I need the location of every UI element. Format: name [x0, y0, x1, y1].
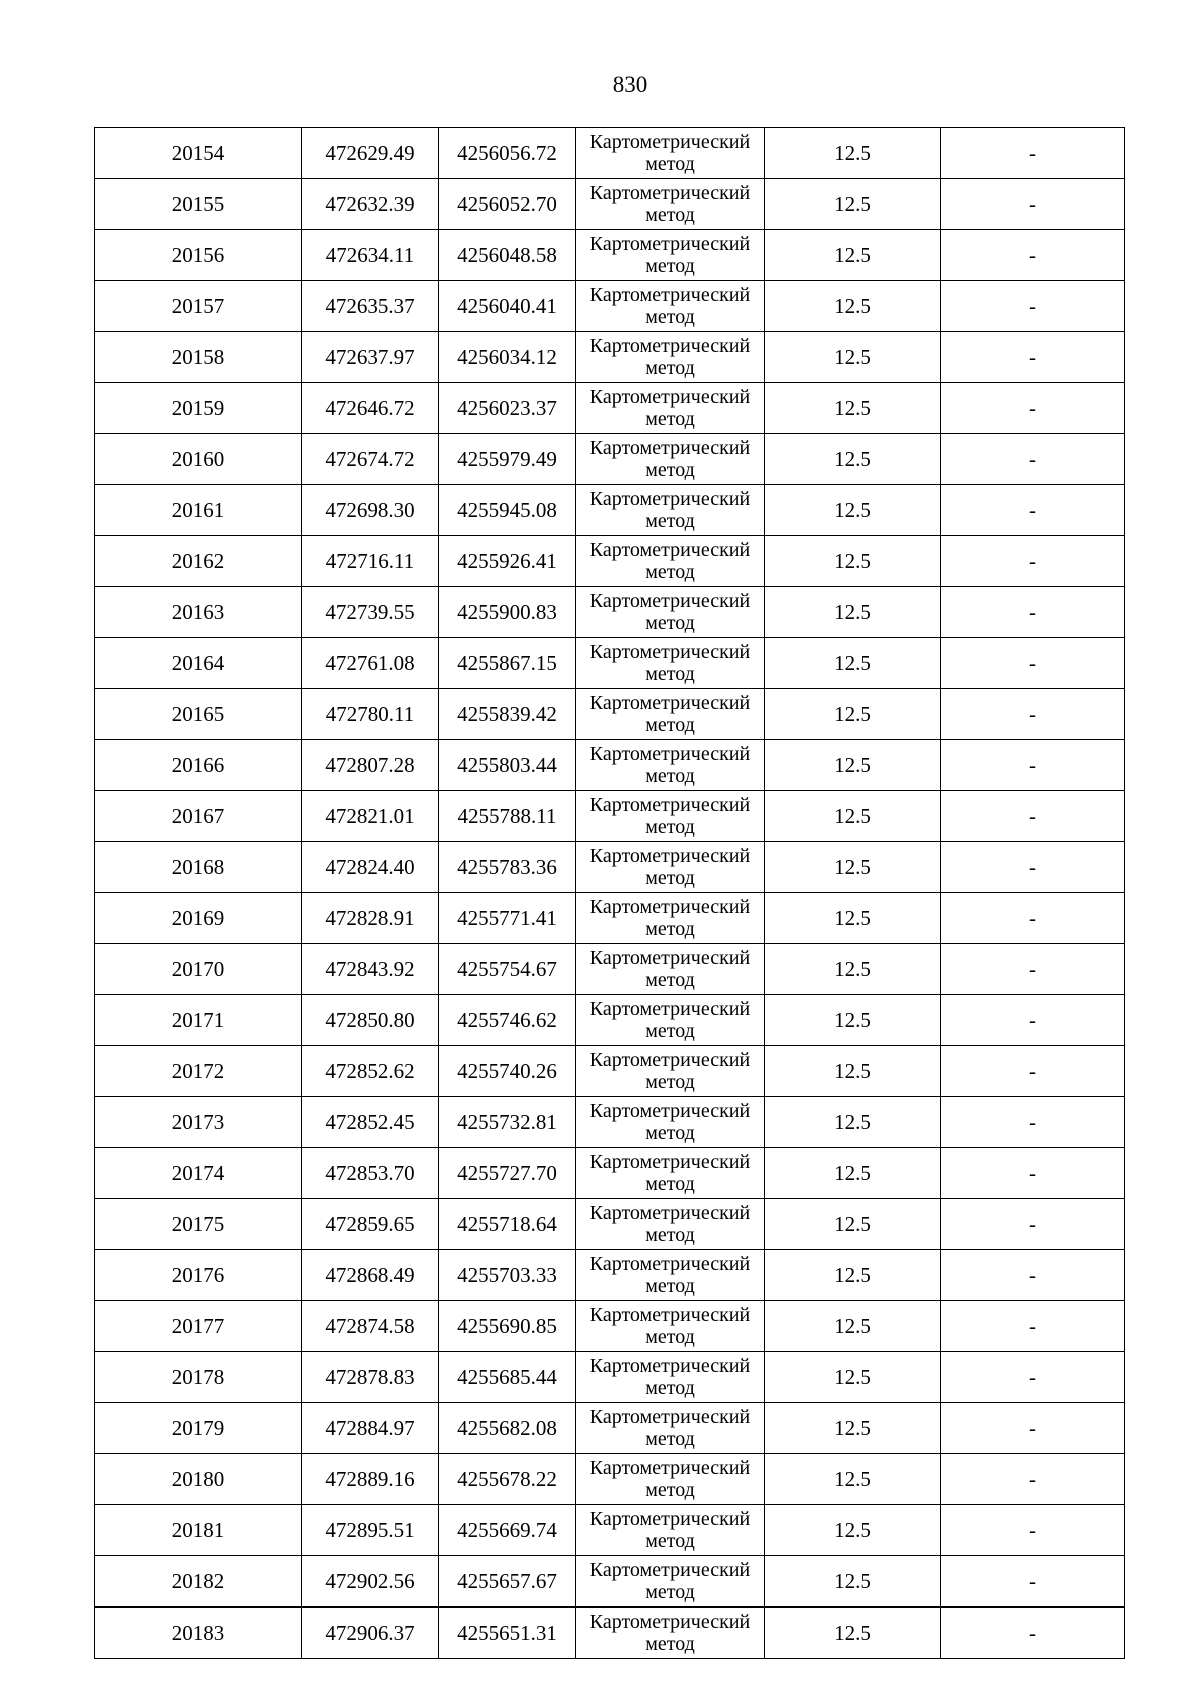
- point-number-cell: 20158: [95, 332, 302, 383]
- point-number-cell: 20159: [95, 383, 302, 434]
- y-coordinate-cell: 4255732.81: [439, 1097, 576, 1148]
- point-number-cell: 20157: [95, 281, 302, 332]
- point-number-cell: 20164: [95, 638, 302, 689]
- y-coordinate-cell: 4255657.67: [439, 1556, 576, 1608]
- note-cell: -: [941, 1607, 1125, 1659]
- method-cell: Картометрический метод: [576, 536, 765, 587]
- method-cell: Картометрический метод: [576, 332, 765, 383]
- y-coordinate-cell: 4255727.70: [439, 1148, 576, 1199]
- x-coordinate-cell: 472853.70: [302, 1148, 439, 1199]
- x-coordinate-cell: 472852.45: [302, 1097, 439, 1148]
- accuracy-cell: 12.5: [765, 332, 941, 383]
- x-coordinate-cell: 472780.11: [302, 689, 439, 740]
- accuracy-cell: 12.5: [765, 281, 941, 332]
- point-number-cell: 20183: [95, 1607, 302, 1659]
- accuracy-cell: 12.5: [765, 1556, 941, 1608]
- point-number-cell: 20170: [95, 944, 302, 995]
- point-number-cell: 20175: [95, 1199, 302, 1250]
- point-number-cell: 20178: [95, 1352, 302, 1403]
- note-cell: -: [941, 434, 1125, 485]
- point-number-cell: 20161: [95, 485, 302, 536]
- y-coordinate-cell: 4255740.26: [439, 1046, 576, 1097]
- method-cell: Картометрический метод: [576, 893, 765, 944]
- accuracy-cell: 12.5: [765, 944, 941, 995]
- table-row: [95, 383, 1125, 434]
- table-row: [95, 1352, 1125, 1403]
- note-cell: -: [941, 1250, 1125, 1301]
- method-cell: Картометрический метод: [576, 1505, 765, 1556]
- note-cell: -: [941, 383, 1125, 434]
- table-row: [95, 1301, 1125, 1352]
- x-coordinate-cell: 472828.91: [302, 893, 439, 944]
- accuracy-cell: 12.5: [765, 485, 941, 536]
- point-number-cell: 20169: [95, 893, 302, 944]
- accuracy-cell: 12.5: [765, 1607, 941, 1659]
- y-coordinate-cell: 4255979.49: [439, 434, 576, 485]
- point-number-cell: 20182: [95, 1556, 302, 1608]
- accuracy-cell: 12.5: [765, 587, 941, 638]
- y-coordinate-cell: 4255703.33: [439, 1250, 576, 1301]
- point-number-cell: 20171: [95, 995, 302, 1046]
- accuracy-cell: 12.5: [765, 383, 941, 434]
- method-cell: Картометрический метод: [576, 230, 765, 281]
- point-number-cell: 20167: [95, 791, 302, 842]
- x-coordinate-cell: 472874.58: [302, 1301, 439, 1352]
- point-number-cell: 20174: [95, 1148, 302, 1199]
- y-coordinate-cell: 4255783.36: [439, 842, 576, 893]
- accuracy-cell: 12.5: [765, 1403, 941, 1454]
- coordinates-table: [94, 127, 1125, 1659]
- table-row: [95, 1505, 1125, 1556]
- method-cell: Картометрический метод: [576, 740, 765, 791]
- note-cell: -: [941, 740, 1125, 791]
- note-cell: -: [941, 332, 1125, 383]
- y-coordinate-cell: 4256052.70: [439, 179, 576, 230]
- accuracy-cell: 12.5: [765, 128, 941, 179]
- note-cell: -: [941, 1556, 1125, 1608]
- x-coordinate-cell: 472878.83: [302, 1352, 439, 1403]
- y-coordinate-cell: 4255651.31: [439, 1607, 576, 1659]
- table-row: [95, 689, 1125, 740]
- table-row: [95, 485, 1125, 536]
- y-coordinate-cell: 4255945.08: [439, 485, 576, 536]
- x-coordinate-cell: 472850.80: [302, 995, 439, 1046]
- table-row: [95, 587, 1125, 638]
- table-row: [95, 995, 1125, 1046]
- y-coordinate-cell: 4255669.74: [439, 1505, 576, 1556]
- table-row: [95, 1199, 1125, 1250]
- point-number-cell: 20176: [95, 1250, 302, 1301]
- point-number-cell: 20166: [95, 740, 302, 791]
- x-coordinate-cell: 472824.40: [302, 842, 439, 893]
- note-cell: -: [941, 1097, 1125, 1148]
- table-row: [95, 332, 1125, 383]
- y-coordinate-cell: 4255867.15: [439, 638, 576, 689]
- accuracy-cell: 12.5: [765, 791, 941, 842]
- table-row: [95, 1403, 1125, 1454]
- note-cell: -: [941, 1352, 1125, 1403]
- note-cell: -: [941, 1403, 1125, 1454]
- point-number-cell: 20163: [95, 587, 302, 638]
- note-cell: -: [941, 842, 1125, 893]
- method-cell: Картометрический метод: [576, 791, 765, 842]
- x-coordinate-cell: 472646.72: [302, 383, 439, 434]
- y-coordinate-cell: 4255685.44: [439, 1352, 576, 1403]
- coordinates-table-body: [95, 128, 1125, 1659]
- accuracy-cell: 12.5: [765, 1046, 941, 1097]
- x-coordinate-cell: 472698.30: [302, 485, 439, 536]
- accuracy-cell: 12.5: [765, 230, 941, 281]
- point-number-cell: 20168: [95, 842, 302, 893]
- table-row: [95, 944, 1125, 995]
- accuracy-cell: 12.5: [765, 434, 941, 485]
- y-coordinate-cell: 4255718.64: [439, 1199, 576, 1250]
- table-row: [95, 791, 1125, 842]
- note-cell: -: [941, 1148, 1125, 1199]
- x-coordinate-cell: 472739.55: [302, 587, 439, 638]
- accuracy-cell: 12.5: [765, 1250, 941, 1301]
- accuracy-cell: 12.5: [765, 893, 941, 944]
- x-coordinate-cell: 472884.97: [302, 1403, 439, 1454]
- point-number-cell: 20160: [95, 434, 302, 485]
- y-coordinate-cell: 4255926.41: [439, 536, 576, 587]
- method-cell: Картометрический метод: [576, 842, 765, 893]
- x-coordinate-cell: 472859.65: [302, 1199, 439, 1250]
- x-coordinate-cell: 472632.39: [302, 179, 439, 230]
- note-cell: -: [941, 1505, 1125, 1556]
- method-cell: Картометрический метод: [576, 485, 765, 536]
- accuracy-cell: 12.5: [765, 995, 941, 1046]
- x-coordinate-cell: 472868.49: [302, 1250, 439, 1301]
- x-coordinate-cell: 472635.37: [302, 281, 439, 332]
- y-coordinate-cell: 4255746.62: [439, 995, 576, 1046]
- point-number-cell: 20162: [95, 536, 302, 587]
- method-cell: Картометрический метод: [576, 689, 765, 740]
- note-cell: -: [941, 128, 1125, 179]
- note-cell: -: [941, 1454, 1125, 1505]
- method-cell: Картометрический метод: [576, 128, 765, 179]
- method-cell: Картометрический метод: [576, 1454, 765, 1505]
- x-coordinate-cell: 472674.72: [302, 434, 439, 485]
- y-coordinate-cell: 4255754.67: [439, 944, 576, 995]
- note-cell: -: [941, 791, 1125, 842]
- y-coordinate-cell: 4255803.44: [439, 740, 576, 791]
- point-number-cell: 20165: [95, 689, 302, 740]
- y-coordinate-cell: 4255900.83: [439, 587, 576, 638]
- point-number-cell: 20154: [95, 128, 302, 179]
- method-cell: Картометрический метод: [576, 1148, 765, 1199]
- method-cell: Картометрический метод: [576, 587, 765, 638]
- point-number-cell: 20155: [95, 179, 302, 230]
- table-row: [95, 740, 1125, 791]
- y-coordinate-cell: 4256040.41: [439, 281, 576, 332]
- table-row: [95, 842, 1125, 893]
- accuracy-cell: 12.5: [765, 1352, 941, 1403]
- y-coordinate-cell: 4255678.22: [439, 1454, 576, 1505]
- table-row: [95, 230, 1125, 281]
- accuracy-cell: 12.5: [765, 842, 941, 893]
- y-coordinate-cell: 4256023.37: [439, 383, 576, 434]
- table-row: [95, 536, 1125, 587]
- x-coordinate-cell: 472807.28: [302, 740, 439, 791]
- x-coordinate-cell: 472637.97: [302, 332, 439, 383]
- table-row: [95, 1046, 1125, 1097]
- table-row: [95, 638, 1125, 689]
- note-cell: -: [941, 230, 1125, 281]
- note-cell: -: [941, 1199, 1125, 1250]
- x-coordinate-cell: 472634.11: [302, 230, 439, 281]
- method-cell: Картометрический метод: [576, 1046, 765, 1097]
- accuracy-cell: 12.5: [765, 1301, 941, 1352]
- method-cell: Картометрический метод: [576, 1097, 765, 1148]
- y-coordinate-cell: 4256056.72: [439, 128, 576, 179]
- note-cell: -: [941, 638, 1125, 689]
- note-cell: -: [941, 536, 1125, 587]
- point-number-cell: 20172: [95, 1046, 302, 1097]
- method-cell: Картометрический метод: [576, 1301, 765, 1352]
- table-row: [95, 179, 1125, 230]
- table-row: [95, 281, 1125, 332]
- table-row: [95, 128, 1125, 179]
- note-cell: -: [941, 485, 1125, 536]
- x-coordinate-cell: 472895.51: [302, 1505, 439, 1556]
- method-cell: Картометрический метод: [576, 944, 765, 995]
- point-number-cell: 20156: [95, 230, 302, 281]
- point-number-cell: 20179: [95, 1403, 302, 1454]
- table-row: [95, 434, 1125, 485]
- accuracy-cell: 12.5: [765, 638, 941, 689]
- x-coordinate-cell: 472843.92: [302, 944, 439, 995]
- method-cell: Картометрический метод: [576, 179, 765, 230]
- table-row: [95, 1148, 1125, 1199]
- x-coordinate-cell: 472761.08: [302, 638, 439, 689]
- point-number-cell: 20177: [95, 1301, 302, 1352]
- note-cell: -: [941, 281, 1125, 332]
- method-cell: Картометрический метод: [576, 995, 765, 1046]
- accuracy-cell: 12.5: [765, 1454, 941, 1505]
- table-row: [95, 1454, 1125, 1505]
- y-coordinate-cell: 4255788.11: [439, 791, 576, 842]
- y-coordinate-cell: 4255682.08: [439, 1403, 576, 1454]
- x-coordinate-cell: 472906.37: [302, 1607, 439, 1659]
- point-number-cell: 20180: [95, 1454, 302, 1505]
- x-coordinate-cell: 472821.01: [302, 791, 439, 842]
- y-coordinate-cell: 4256034.12: [439, 332, 576, 383]
- note-cell: -: [941, 1046, 1125, 1097]
- x-coordinate-cell: 472902.56: [302, 1556, 439, 1608]
- accuracy-cell: 12.5: [765, 1148, 941, 1199]
- table-row: [95, 1097, 1125, 1148]
- note-cell: -: [941, 587, 1125, 638]
- y-coordinate-cell: 4255771.41: [439, 893, 576, 944]
- accuracy-cell: 12.5: [765, 1199, 941, 1250]
- x-coordinate-cell: 472889.16: [302, 1454, 439, 1505]
- x-coordinate-cell: 472716.11: [302, 536, 439, 587]
- table-row: [95, 893, 1125, 944]
- accuracy-cell: 12.5: [765, 740, 941, 791]
- method-cell: Картометрический метод: [576, 1352, 765, 1403]
- table-row: [95, 1607, 1125, 1659]
- table-row: [95, 1250, 1125, 1301]
- y-coordinate-cell: 4255839.42: [439, 689, 576, 740]
- note-cell: -: [941, 689, 1125, 740]
- accuracy-cell: 12.5: [765, 1505, 941, 1556]
- method-cell: Картометрический метод: [576, 383, 765, 434]
- method-cell: Картометрический метод: [576, 638, 765, 689]
- method-cell: Картометрический метод: [576, 1403, 765, 1454]
- method-cell: Картометрический метод: [576, 434, 765, 485]
- method-cell: Картометрический метод: [576, 1250, 765, 1301]
- note-cell: -: [941, 944, 1125, 995]
- note-cell: -: [941, 179, 1125, 230]
- x-coordinate-cell: 472629.49: [302, 128, 439, 179]
- x-coordinate-cell: 472852.62: [302, 1046, 439, 1097]
- accuracy-cell: 12.5: [765, 536, 941, 587]
- y-coordinate-cell: 4256048.58: [439, 230, 576, 281]
- note-cell: -: [941, 1301, 1125, 1352]
- accuracy-cell: 12.5: [765, 179, 941, 230]
- note-cell: -: [941, 893, 1125, 944]
- method-cell: Картометрический метод: [576, 1199, 765, 1250]
- note-cell: -: [941, 995, 1125, 1046]
- table-row: [95, 1556, 1125, 1608]
- method-cell: Картометрический метод: [576, 1607, 765, 1659]
- page-number: 830: [612, 72, 648, 97]
- point-number-cell: 20181: [95, 1505, 302, 1556]
- method-cell: Картометрический метод: [576, 281, 765, 332]
- method-cell: Картометрический метод: [576, 1556, 765, 1608]
- point-number-cell: 20173: [95, 1097, 302, 1148]
- accuracy-cell: 12.5: [765, 1097, 941, 1148]
- y-coordinate-cell: 4255690.85: [439, 1301, 576, 1352]
- accuracy-cell: 12.5: [765, 689, 941, 740]
